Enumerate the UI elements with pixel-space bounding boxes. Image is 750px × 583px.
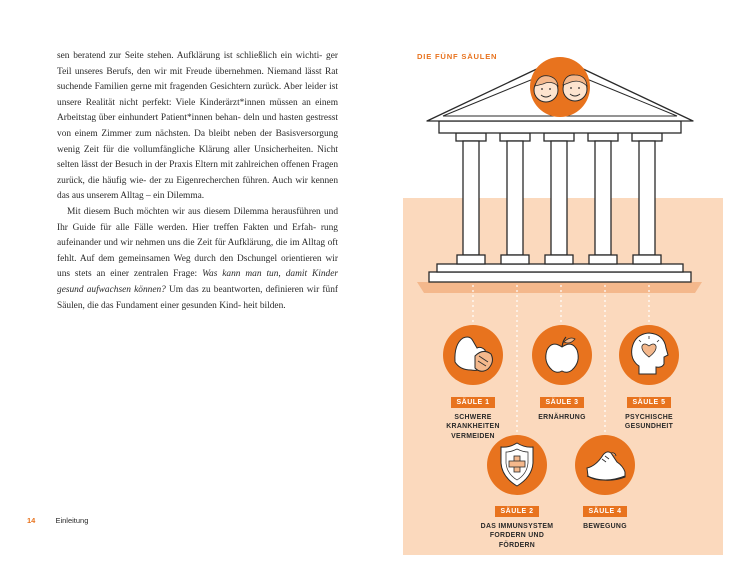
text-line: Mit diesem Buch möchten wir aus diesem Dilemma herausführen (67, 206, 321, 217)
text-line: im Alltag oft fehlt. Auf dem gemeinsamen Weg durch den Dschungel (57, 238, 339, 264)
section-title: DIE FÜNF SÄULEN (417, 52, 498, 61)
pillar-caption (471, 522, 563, 550)
right-page (375, 0, 750, 583)
text-line: müssen an einem Arbeitstag über einhundert Patient*innen behan- (57, 97, 339, 124)
hands-icon (443, 325, 503, 385)
paragraph-1 (57, 49, 338, 205)
pillar-badge: SÄULE 3 (540, 397, 583, 408)
temple-columns (456, 133, 662, 264)
text-line: rung aufeinander und wir nehmen uns die Zeit für Aufklärung, die (57, 222, 338, 249)
pillar-caption (516, 413, 608, 422)
pillar-badge: SÄULE 2 (495, 506, 538, 517)
caption-line: FORDERN UND (489, 532, 545, 540)
page-footer (27, 516, 88, 525)
caption-line: DAS IMMUNSYSTEM (480, 523, 554, 530)
text-line: deln und hasten gestresst von einem Zimmer zum nächsten. Da (57, 113, 338, 139)
pillar-caption (427, 413, 519, 441)
paragraph-2 (57, 205, 338, 314)
text-line: ger Teil unseres Berufs, den wir mit Freude übernehmen. Niemand (57, 51, 339, 77)
caption-line: KRANKHEITEN (446, 423, 500, 431)
pillar-badge: SÄULE 4 (583, 506, 626, 517)
shield-cross-icon (487, 435, 547, 495)
apple-icon (532, 325, 592, 385)
temple-base-step (437, 264, 683, 272)
caption-line: SCHWERE (454, 414, 492, 421)
pillar-badge: SÄULE 5 (627, 397, 670, 408)
children-faces-icon (530, 57, 590, 117)
caption-line: PSYCHISCHE (625, 414, 673, 421)
text-line: sen beratend zur Seite stehen. Aufklärung ist schließlich ein wichti- (57, 51, 323, 61)
text-line: definieren wir fünf Säulen, die das Fundament einer gesunden Kind- (57, 284, 339, 311)
text-line: Praxis Eltern mit zahlreichen offenen Fragen zurück, die häufig wie- (57, 160, 339, 186)
head-heart-icon (619, 325, 679, 385)
italic-question-part-2: damit Kinder gesund aufwachsen können? (57, 269, 339, 295)
caption-line: VERMEIDEN (451, 432, 495, 440)
temple-illustration (375, 0, 750, 583)
italic-question-part-1: Was kann man tun, (202, 269, 281, 280)
pillar-2-label (471, 500, 563, 550)
text-line: heit bilden. (243, 300, 286, 311)
body-text (57, 49, 338, 314)
caption-line: ERNÄHRUNG (538, 414, 586, 421)
page-number: 14 (27, 516, 36, 525)
pillar-1-label (427, 391, 519, 441)
text-line: Um das zu beantworten, (165, 284, 263, 295)
sneaker-icon (575, 435, 635, 495)
pillar-badge: SÄULE 1 (451, 397, 494, 408)
text-line: lässt Rat suchende Familien gerne mit fragenden Gesichtern zurück. (57, 66, 339, 93)
caption-line: FÖRDERN (498, 541, 536, 549)
pillar-caption (603, 413, 695, 432)
pillar-3-label (516, 391, 608, 422)
caption-line: GESUNDHEIT (624, 423, 674, 431)
text-line: Aber leider ist unsere Realität nicht perfekt: Viele Kinderärzt*innen (57, 82, 339, 108)
text-line: Klärung aller Unsicherheiten. Nicht selten lässt der Besuch in der (57, 144, 338, 171)
ground-strip (417, 282, 702, 293)
text-line: der zu Eigenrecherchen führen. Auch wir kennen das aus unserem (57, 175, 339, 202)
pillar-4-label (559, 500, 651, 531)
text-line: orientieren wir uns stets an einer zentralen Frage: (57, 253, 338, 280)
temple-architrave (439, 121, 681, 133)
text-line: und Ihr Guide für alle Fälle werden. Hier treffen Fakten und Erfah- (57, 206, 338, 233)
text-line: Alltag – ein Dilemma. (120, 191, 205, 202)
pillar-5-label (603, 391, 695, 432)
caption-line: BEWEGUNG (583, 523, 627, 530)
text-line: bleibt neben der Basisversorgung wenig Zeit für die vollumfängliche (57, 128, 339, 155)
running-section: Einleitung (55, 516, 89, 525)
temple-base (429, 272, 691, 282)
pillar-caption (559, 522, 651, 531)
